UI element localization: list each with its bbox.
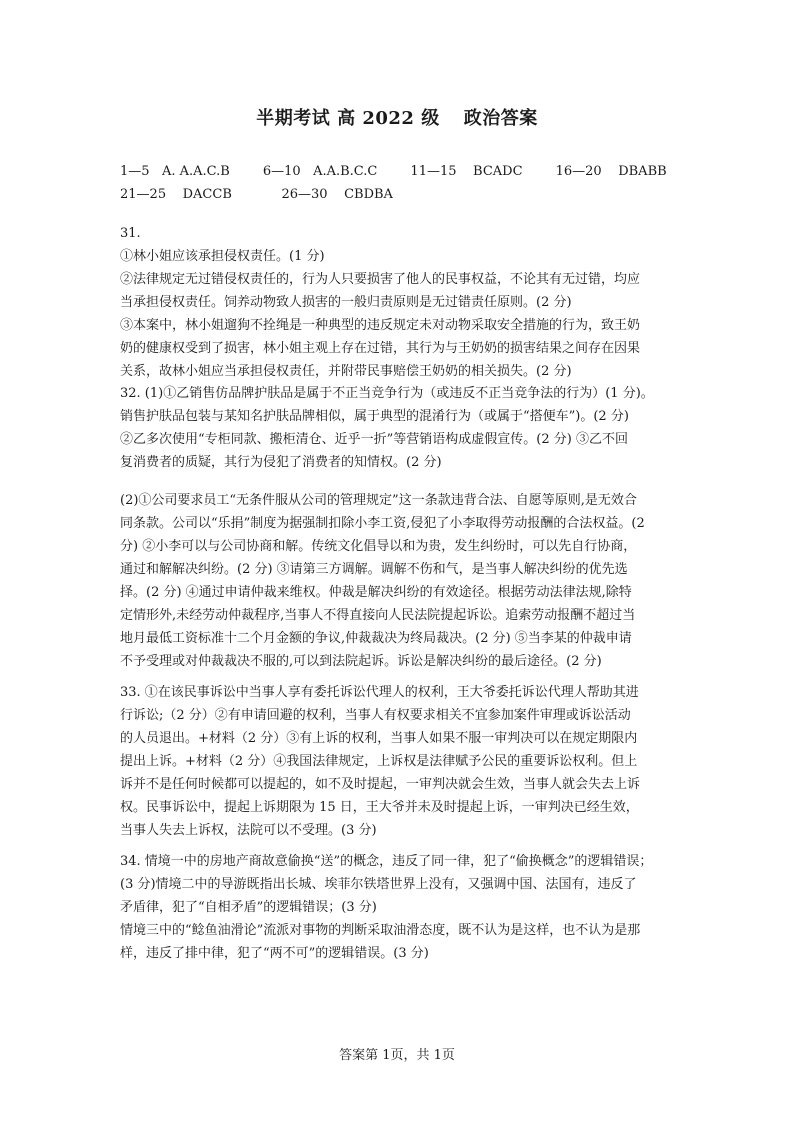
paragraph-line: 当事人失去上诉权，法院可以不受理。(3 分) xyxy=(120,823,377,838)
paragraph-line: 的人员退出。+材料（2 分）③有上诉的权利，当事人如果不服一审判决可以在规定期限内 xyxy=(120,731,638,746)
answer-key xyxy=(120,160,667,206)
title-main: 半期考试 高 2022 级 xyxy=(256,108,440,129)
question-33 xyxy=(120,681,680,842)
paragraph-line: (2)①公司要求员工“无条件服从公司的管理规定”这一条款违背合法、自愿等原则,是无效合 xyxy=(120,493,637,508)
answer-key-row-2: 21—25 DACCB 26—30 CBDBA xyxy=(120,187,393,202)
paragraph-line: ③本案中，林小姐遛狗不拴绳是一种典型的违反规定未对动物采取安全措施的行为，致王奶 xyxy=(120,318,641,333)
paragraph-line: (3 分)情境二中的导游既指出长城、埃菲尔铁塔世界上没有，又强调中国、法国有，违反了 xyxy=(120,877,637,892)
paragraph-line: 行诉讼;（2 分）②有申请回避的权利，当事人有权要求相关不宜参加案件审理或诉讼活动 xyxy=(120,708,631,723)
paragraph-line: 关系，故林小姐应当承担侵权责任，并附带民事赔偿王奶奶的相关损失。(2 分) xyxy=(120,364,572,379)
paragraph-line: 地月最低工资标准十二个月金额的争议,仲裁裁决为终局裁决。(2 分) ⑤当李某的仲裁申请 xyxy=(120,631,632,646)
paragraph-line: 定情形外,未经劳动仲裁程序,当事人不得直接向人民法院提起诉讼。追索劳动报酬不超过当 xyxy=(120,608,636,623)
paragraph-line: 奶的健康权受到了损害，林小姐主观上存在过错，其行为与王奶奶的损害结果之间存在因果 xyxy=(120,341,641,356)
paragraph-line: 33. ①在该民事诉讼中当事人享有委托诉讼代理人的权利，王大爷委托诉讼代理人帮助其进 xyxy=(120,685,639,700)
paragraph-line: ①林小姐应该承担侵权责任。(1 分) xyxy=(120,249,325,264)
page-footer: 答案第 1页，共 1页 xyxy=(339,1048,455,1063)
paragraph-line: 择。(2 分) ④通过申请仲裁来维权。仲裁是解决纠纷的有效途径。根据劳动法律法规,除特 xyxy=(120,585,632,600)
paragraph-line: 当承担侵权责任。饲养动物致人损害的一般归责原则是无过错责任原则。(2 分) xyxy=(120,295,572,310)
paragraph-line: 提出上诉。+材料（2 分）④我国法律规定，上诉权是法律赋予公民的重要诉讼权利。但上 xyxy=(120,754,638,769)
paragraph-line: 样，违反了排中律，犯了“两不可”的逻辑错误。(3 分) xyxy=(120,946,429,961)
paragraph-line: 复消费者的质疑，其行为侵犯了消费者的知情权。(2 分) xyxy=(120,455,442,470)
paragraph-line: 情境三中的“鲶鱼油滑论”流派对事物的判断采取油滑态度，既不认为是这样，也不认为是那 xyxy=(120,923,641,938)
paragraph-line: 矛盾律，犯了“自相矛盾”的逻辑错误；(3 分) xyxy=(120,900,377,915)
paragraph-line: 权。民事诉讼中，提起上诉期限为 15 日，王大爷并未及时提起上诉，一审判决已经生效， xyxy=(120,800,639,815)
question-34 xyxy=(120,850,680,965)
question-32-part-1 xyxy=(120,382,680,474)
paragraph-line: 诉并不是任何时候都可以提起的，如不及时提起，一审判决就会生效，当事人就会失去上诉 xyxy=(120,777,641,792)
paragraph-line: 同条款。公司以“乐捐”制度为据强制扣除小李工资,侵犯了小李取得劳动报酬的合法权益。(2 xyxy=(120,516,645,531)
paragraph-line: 分) ②小李可以与公司协商和解。传统文化倡导以和为贵，发生纠纷时，可以先自行协商， xyxy=(120,539,637,554)
paragraph-line: 34. 情境一中的房地产商故意偷换“送”的概念，违反了同一律，犯了“偷换概念”的逻辑错误； xyxy=(120,854,653,869)
paragraph-line: 销售护肤品包装与某知名护肤品牌相似，属于典型的混淆行为（或属于“搭便车”)。(2 分) xyxy=(120,409,629,424)
paragraph-line: 通过和解解决纠纷。(2 分) ③请第三方调解。调解不伤和气，是当事人解决纠纷的优先选 xyxy=(120,562,628,577)
question-32-part-2 xyxy=(120,489,680,673)
question-31 xyxy=(120,222,680,383)
paragraph-line: 32. (1)①乙销售仿品牌护肤品是属于不正当竞争行为（或违反不正当竞争法的行为）(1 分)。 xyxy=(120,386,654,401)
page-title xyxy=(0,104,794,130)
paragraph-line: ②乙多次使用“专柜同款、搬柜清仓、近乎一折”等营销语构成虚假宣传。(2 分) ③乙不回 xyxy=(120,432,628,447)
paragraph-line: ②法律规定无过错侵权责任的，行为人只要损害了他人的民事权益，不论其有无过错，均应 xyxy=(120,272,641,287)
answer-key-row-1: 1—5 A. A.A.C.B 6—10 A.A.B.C.C 11—15 BCADC 16—20 DBABB xyxy=(120,164,667,179)
question-number: 31. xyxy=(120,226,141,241)
paragraph-line: 不予受理或对仲裁裁决不服的,可以到法院起诉。诉讼是解决纠纷的最后途径。(2 分) xyxy=(120,654,602,669)
title-subject: 政治答案 xyxy=(463,108,538,129)
